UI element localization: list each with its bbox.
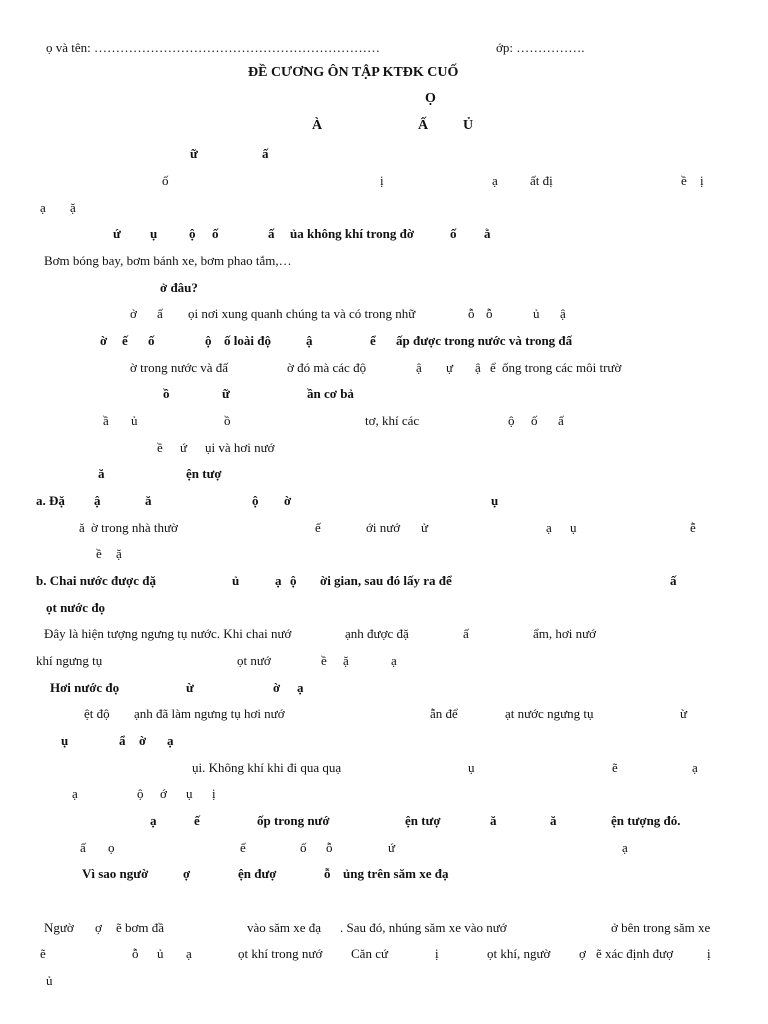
text-fragment: ống trong các môi trườ: [502, 360, 622, 375]
text-fragment: ố: [148, 333, 155, 348]
text-fragment: ố: [450, 226, 457, 241]
text-fragment: ụ: [61, 733, 69, 748]
text-fragment: ạ: [391, 653, 397, 668]
text-fragment: ỗ: [468, 306, 475, 321]
text-fragment: ừ: [186, 680, 194, 695]
text-fragment: ă: [98, 466, 105, 481]
text-fragment: ự: [446, 360, 454, 375]
text-fragment: ề: [321, 653, 327, 668]
text-fragment: ủ: [232, 573, 240, 588]
text-fragment: ă: [79, 520, 85, 535]
text-fragment: ở đâu?: [160, 280, 198, 295]
student-name-field: ọ và tên: …………………………………………………………: [46, 40, 381, 55]
text-fragment: ậ: [306, 333, 313, 348]
text-fragment: ờ: [139, 733, 147, 748]
text-fragment: ồ: [163, 386, 170, 401]
text-fragment: ă: [490, 813, 497, 828]
text-fragment: ằ: [484, 226, 491, 241]
text-fragment: ời gian, sau đó lấy ra để: [320, 573, 452, 588]
text-fragment: ợ: [183, 866, 191, 881]
text-fragment: ị: [707, 946, 711, 961]
text-fragment: ề: [681, 173, 687, 188]
text-fragment: ở bên trong săm xe: [611, 920, 711, 935]
text-fragment: ạ: [72, 786, 78, 801]
text-fragment: ệt độ: [84, 706, 110, 721]
text-fragment: ộ: [189, 226, 196, 241]
text-fragment: ộ: [205, 333, 212, 348]
text-fragment: ị: [435, 946, 439, 961]
text-fragment: ụ: [186, 786, 193, 801]
text-fragment: Ngườ: [44, 920, 74, 935]
text-fragment: ủng trên săm xe đạ: [343, 866, 449, 881]
text-fragment: ẽ: [612, 760, 618, 775]
section-title-part: À: [312, 118, 323, 133]
text-fragment: ứ: [388, 840, 396, 855]
text-fragment: ủ: [46, 973, 53, 988]
text-fragment: b. Chai nước được đặ: [36, 573, 156, 588]
text-fragment: ặ: [116, 546, 122, 561]
text-fragment: ủa không khí trong đờ: [290, 226, 415, 241]
text-fragment: ữ: [190, 146, 198, 161]
text-fragment: Bơm bóng bay, bơm bánh xe, bơm phao tắm,…: [44, 253, 292, 268]
text-fragment: ện tượ: [186, 466, 222, 481]
text-fragment: ấ: [558, 413, 564, 428]
text-fragment: Hơi nước đọ: [50, 680, 120, 695]
text-fragment: ủ: [533, 306, 540, 321]
text-fragment: ấ: [670, 573, 677, 588]
text-fragment: ọt nướ: [237, 653, 271, 668]
text-fragment: ị: [380, 173, 384, 188]
text-fragment: ện tượ: [405, 813, 441, 828]
text-fragment: ờ đó mà các độ: [287, 360, 367, 375]
text-fragment: Đây là hiện tượng ngưng tụ nước. Khi chai nướ: [44, 626, 292, 641]
text-fragment: ặ: [343, 653, 349, 668]
text-fragment: Căn cứ: [351, 946, 389, 961]
text-fragment: ờ trong nhà thườ: [91, 520, 178, 535]
text-fragment: ụ: [468, 760, 475, 775]
text-fragment: ế: [315, 520, 321, 535]
text-fragment: ỗ: [132, 946, 139, 961]
text-fragment: ế: [194, 813, 200, 828]
text-fragment: ă: [145, 493, 152, 508]
text-fragment: ỗ: [486, 306, 493, 321]
text-fragment: ố: [300, 840, 307, 855]
text-fragment: ờ: [284, 493, 292, 508]
text-fragment: ạ: [692, 760, 698, 775]
text-fragment: ă: [550, 813, 557, 828]
text-fragment: ạnh được đặ: [345, 626, 409, 641]
text-fragment: ạt nước ngưng tụ: [505, 706, 594, 721]
text-fragment: ấ: [262, 146, 269, 161]
text-fragment: ẽ: [40, 946, 46, 961]
text-fragment: ứ: [113, 226, 121, 241]
text-fragment: tơ, khí các: [365, 413, 420, 428]
text-fragment: ậ: [560, 306, 566, 321]
text-fragment: ờ: [100, 333, 108, 348]
class-field: ớp: …………….: [496, 40, 585, 55]
text-fragment: ụi và hơi nướ: [205, 440, 275, 455]
text-fragment: ờ: [273, 680, 281, 695]
text-fragment: ụ: [491, 493, 499, 508]
text-fragment: ủ: [157, 946, 164, 961]
text-fragment: ậ: [94, 493, 101, 508]
text-fragment: ạnh đã làm ngưng tụ hơi nướ: [134, 706, 285, 721]
section-title-part: Ủ: [463, 118, 474, 133]
text-fragment: ọt khí trong nướ: [238, 946, 323, 961]
text-fragment: ọt khí, ngườ: [487, 946, 551, 961]
text-fragment: ặ: [70, 200, 76, 215]
text-fragment: ạ: [275, 573, 282, 588]
text-fragment: ụi. Không khí khi đi qua quạ: [192, 760, 342, 775]
text-fragment: ữ: [222, 386, 230, 401]
text-fragment: ử: [421, 520, 429, 535]
text-fragment: ố loài độ: [224, 333, 271, 348]
text-fragment: ấ: [157, 306, 163, 321]
text-fragment: ạ: [297, 680, 304, 695]
text-fragment: ọi nơi xung quanh chúng ta và có trong nhữ: [188, 306, 416, 321]
text-fragment: ế: [122, 333, 128, 348]
text-fragment: ất đị: [530, 173, 553, 188]
text-fragment: ạ: [546, 520, 552, 535]
text-fragment: ớ: [160, 786, 167, 801]
text-fragment: ấp được trong nước và trong đấ: [396, 333, 573, 348]
text-fragment: a. Đặ: [36, 493, 65, 508]
text-fragment: ể: [370, 333, 376, 348]
text-fragment: ụ: [570, 520, 577, 535]
text-fragment: ốp trong nướ: [257, 813, 330, 828]
text-fragment: ợ: [95, 920, 102, 935]
text-fragment: ể: [490, 360, 496, 375]
text-fragment: ừ: [680, 706, 688, 721]
text-fragment: ố: [531, 413, 538, 428]
text-fragment: ạ: [40, 200, 46, 215]
text-fragment: ị: [212, 786, 216, 801]
text-fragment: ọ: [108, 840, 115, 855]
section-title-part: Ấ: [418, 118, 429, 133]
text-fragment: ẩ: [119, 733, 126, 748]
text-fragment: ạ: [167, 733, 174, 748]
text-fragment: vào săm xe đạ: [247, 920, 322, 935]
text-fragment: ện đượ: [238, 866, 277, 881]
text-fragment: ộ: [290, 573, 297, 588]
text-fragment: ẽ bơm đầ: [116, 920, 165, 935]
text-fragment: ấ: [463, 626, 469, 641]
text-fragment: ộ: [137, 786, 144, 801]
text-fragment: ế: [240, 840, 246, 855]
text-fragment: ỗ: [324, 866, 331, 881]
text-fragment: khí ngưng tụ: [36, 653, 103, 668]
text-fragment: ợ: [579, 946, 586, 961]
text-fragment: ề: [96, 546, 102, 561]
text-fragment: ụ: [150, 226, 158, 241]
text-fragment: ộ: [252, 493, 259, 508]
text-fragment: ấ: [268, 226, 275, 241]
text-fragment: ầ: [103, 413, 109, 428]
text-fragment: ễ: [690, 520, 696, 535]
text-fragment: ồ: [224, 413, 231, 428]
text-fragment: ờ trong nước và đấ: [130, 360, 229, 375]
text-fragment: ậ: [475, 360, 481, 375]
text-fragment: Vì sao ngườ: [82, 866, 149, 881]
text-fragment: ạ: [622, 840, 628, 855]
text-fragment: ạ: [186, 946, 192, 961]
text-fragment: ẽ xác định đượ: [596, 946, 674, 961]
text-fragment: ới nướ: [366, 520, 401, 535]
text-fragment: ỗ: [326, 840, 333, 855]
text-fragment: ị: [700, 173, 704, 188]
document-subtitle: Ọ: [425, 91, 436, 106]
text-fragment: . Sau đó, nhúng săm xe vào nướ: [340, 920, 507, 935]
text-fragment: ố: [162, 173, 169, 188]
text-fragment: ạ: [150, 813, 157, 828]
document-title: ĐỀ CƯƠNG ÔN TẬP KTĐK CUỐ: [248, 65, 459, 80]
text-fragment: ậ: [416, 360, 422, 375]
text-fragment: ủ: [131, 413, 138, 428]
text-fragment: ện tượng đó.: [611, 813, 681, 828]
text-fragment: ố: [212, 226, 219, 241]
text-fragment: ấ: [80, 840, 86, 855]
text-fragment: ộ: [508, 413, 515, 428]
text-fragment: ứ: [180, 440, 188, 455]
text-fragment: ẩm, hơi nướ: [533, 626, 597, 641]
text-fragment: ở: [130, 306, 137, 321]
text-fragment: ề: [157, 440, 163, 455]
text-fragment: ẫn để: [430, 706, 458, 721]
text-fragment: ạ: [492, 173, 498, 188]
text-fragment: ọt nước đọ: [46, 600, 106, 615]
text-fragment: ần cơ bả: [307, 386, 354, 401]
